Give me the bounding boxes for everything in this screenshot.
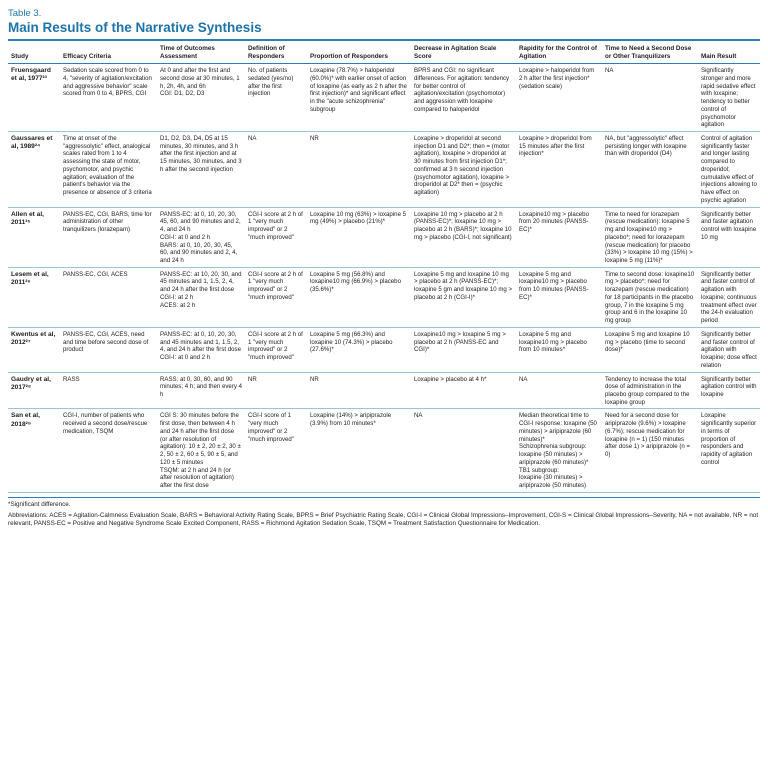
table-body <box>8 64 760 493</box>
responder-definition-cell: CGI-I score at 2 h of 1 "very much improved" or 2 "much improved" <box>245 207 307 267</box>
study-cell: Gaussares et al, 1989²⁴ <box>8 131 60 207</box>
table-label: Table 3. <box>8 8 42 19</box>
second-dose-cell: Need for a second dose for aripiprazole (9.6%) > loxapine (6.7%); rescue medication for loxapine (n = 1) (150 minutes after dose 1) > aripiprazole (n = 0) <box>602 409 698 492</box>
assessment-time-cell: RASS: at 0, 30, 60, and 90 minutes; 4 h; and then every 4 h <box>157 372 245 409</box>
responder-proportion-cell: Loxapine (78.7%) > haloperidol (60.0%)* with earlier onset of action of loxapine (as early as 2 h after the first injection)* and significant effect in the "acute schizophrenia" subgroup <box>307 64 411 132</box>
rapidity-cell: NA <box>516 372 602 409</box>
main-result-cell: Loxapine significantly superior in terms of proportion of responders and rapidity of agitation control <box>698 409 760 492</box>
efficacy-criteria-cell: PANSS-EC, CGI, ACES <box>60 267 157 327</box>
study-cell: Fruensgaard et al, 1977²³ <box>8 64 60 132</box>
efficacy-criteria-cell: PANSS-EC, CGI, ACES, need and time before second dose of product <box>60 327 157 372</box>
table-row <box>8 207 760 267</box>
score-decrease-cell: BPRS and CGI: no significant differences. For agitation: tendency for better control of agitation/excitation (psychomotor) and aggression with loxapine compared to haloperidol <box>411 64 516 132</box>
main-result-cell: Control of agitation significantly faster and longer lasting compared to droperidol; cumulative effect of injections allowing to have effect on psychic agitation <box>698 131 760 207</box>
study-cell: San et al, 2018²⁹ <box>8 409 60 492</box>
responder-proportion-cell: Loxapine (14%) > aripiprazole (3.9%) from 10 minutes* <box>307 409 411 492</box>
col-header-main-result: Main Result <box>698 41 760 64</box>
table-row <box>8 409 760 492</box>
second-dose-cell: Tendency to increase the total dose of administration in the placebo group compared to the loxapine group <box>602 372 698 409</box>
table-title: Main Results of the Narrative Synthesis <box>8 20 262 35</box>
rapidity-cell: Loxapine > haloperidol from 2 h after the first injection* (sedation scale) <box>516 64 602 132</box>
efficacy-criteria-cell: RASS <box>60 372 157 409</box>
responder-proportion-cell: Loxapine 10 mg (63%) > loxapine 5 mg (49%) > placebo (21%)* <box>307 207 411 267</box>
results-table <box>8 41 760 493</box>
col-header-study: Study <box>8 41 60 64</box>
col-header-efficacy: Efficacy Criteria <box>60 41 157 64</box>
assessment-time-cell: PANSS-EC: at 0, 10, 20, 30, and 45 minutes and 1, 1.5, 2, 4, and 24 h after the first dose CGI-I: at 0 and 2 h <box>157 327 245 372</box>
responder-definition-cell: NA <box>245 131 307 207</box>
assessment-time-cell: PANSS-EC: at 10, 20, 30, and 45 minutes and 1, 1.5, 2, 4, and 24 h after the first dose CGI-I: at 2 h ACES: at 2 h <box>157 267 245 327</box>
main-result-cell: Significantly better and faster control of agitation with loxapine; continuous treatment effect over the 24-h evaluation period <box>698 267 760 327</box>
study-cell: Gaudry et al, 2017²⁸ <box>8 372 60 409</box>
assessment-time-cell: PANSS-EC: at 0, 10, 20, 30, 45, 60, and 90 minutes and 2, 4, and 24 h CGI-I: at 0 and 2 h BARS: at 0, 10, 20, 30, 45, 60, and 90 minutes and 2, 4, and 24 h <box>157 207 245 267</box>
table-footnotes <box>8 497 760 529</box>
significance-footnote: *Significant difference. <box>8 500 71 508</box>
rapidity-cell: Loxapine 5 mg and loxapine10 mg > placebo from 10 minutes* <box>516 327 602 372</box>
responder-definition-cell: CGI-I score of 1 "very much improved" or 2 "much improved" <box>245 409 307 492</box>
score-decrease-cell: Loxapine > droperidol at second injection D1 and D2*; then = (motor agitation), loxapine > droperidol at 30 minutes from first injection D1*; confirmed at 3 h second injection (psychomotor agitation), loxapine > droperidol at D2* then = (psychic agitation) <box>411 131 516 207</box>
header-row <box>8 41 760 64</box>
main-result-cell: Significantly better agitation control with loxapine <box>698 372 760 409</box>
efficacy-criteria-cell: PANSS-EC, CGI, BARS, time for administration of other tranquilizers (lorazepam) <box>60 207 157 267</box>
table-row <box>8 327 760 372</box>
second-dose-cell: Time to second dose: loxapine10 mg > placebo*; need for lorazepam (rescue medication) for 18 participants in the placebo group, 7 in the loxapine 5 mg group and 6 in the loxapine 10 mg group <box>602 267 698 327</box>
main-result-cell: Significantly better and faster agitation control with loxapine 10 mg <box>698 207 760 267</box>
score-decrease-cell: Loxapine 5 mg and loxapine 10 mg > placebo at 2 h (PANSS-EC)*; loxapine 5 gm and loxapine 10 mg > placebo at 2 h (CGI-I)* <box>411 267 516 327</box>
responder-proportion-cell: Loxapine 5 mg (66.3%) and loxapine 10 (74.3%) > placebo (27.6%)* <box>307 327 411 372</box>
efficacy-criteria-cell: Sedation scale scored from 0 to 4, "severity of agitation/excitation and aggressive behavior" scale scored from 0 to 4, BPRS, CGI <box>60 64 157 132</box>
responder-definition-cell: NR <box>245 372 307 409</box>
efficacy-criteria-cell: CGI-I, number of patients who received a second dose/rescue medication, TSQM <box>60 409 157 492</box>
main-result-cell: Significantly better and faster control of agitation with loxapine; dose effect relation <box>698 327 760 372</box>
responder-proportion-cell: Loxapine 5 mg (56.8%) and loxapine10 mg (66.9%) > placebo (35.6%)* <box>307 267 411 327</box>
responder-definition-cell: CGI-I score at 2 h of 1 "very much improved" or 2 "much improved" <box>245 267 307 327</box>
col-header-proportion: Proportion of Responders <box>307 41 411 64</box>
responder-definition-cell: CGI-I score at 2 h of 1 "very much improved" or 2 "much improved" <box>245 327 307 372</box>
rapidity-cell: Loxapine > droperidol from 15 minutes after the first injection* <box>516 131 602 207</box>
second-dose-cell: Loxapine 5 mg and loxapine 10 mg > placebo (time to second dose)* <box>602 327 698 372</box>
table-row <box>8 131 760 207</box>
col-header-time: Time of Outcomes Assessment <box>157 41 245 64</box>
rapidity-cell: Loxapine 5 mg and loxapine10 mg > placebo from 10 minutes (PANSS-EC)* <box>516 267 602 327</box>
second-dose-cell: NA <box>602 64 698 132</box>
responder-proportion-cell: NR <box>307 131 411 207</box>
study-cell: Lesem et al, 2011²⁶ <box>8 267 60 327</box>
efficacy-criteria-cell: Time at onset of the "aggressolytic" effect, analogical scales rated from 1 to 4 assessing the state of motor, psychomotor, and psychic agitation; evaluation of the patient's behavior via the presence or absence of 3 criteria <box>60 131 157 207</box>
responder-proportion-cell: NR <box>307 372 411 409</box>
table-row <box>8 64 760 132</box>
score-decrease-cell: Loxapine10 mg > loxapine 5 mg > placebo at 2 h (PANSS-EC and CGI)* <box>411 327 516 372</box>
score-decrease-cell: Loxapine > placebo at 4 h* <box>411 372 516 409</box>
responder-definition-cell: No. of patients sedated (yes/no) after the first injection <box>245 64 307 132</box>
second-dose-cell: Time to need for lorazepam (rescue medication): loxapine 5 mg and loxapine10 mg > placebo*; need for lorazepam (rescue medication) for placebo (33%) > loxapine 10 mg (15%) > loxapine 5 mg (11%)* <box>602 207 698 267</box>
score-decrease-cell: Loxapine 10 mg > placebo at 2 h (PANSS-EC)*; loxapine 10 mg > placebo at 2 h (BARS)*; loxapine 10 mg > placebo (CGI-I, not significant) <box>411 207 516 267</box>
study-cell: Kwentus et al, 2012²⁷ <box>8 327 60 372</box>
table-row <box>8 372 760 409</box>
assessment-time-cell: CGI S: 30 minutes before the first dose, then between 4 h and 24 h after the first dose (or after resolution of agitation): 10 ± 2, 20 ± 2, 30 ± 2, 50 ± 2, 60 ± 5, 90 ± 5, and 120 ± 5 minutes TSQM: at 2 h and 24 h (or after resolution of agitation) after the first dose <box>157 409 245 492</box>
col-header-decrease: Decrease in Agitation Scale Score <box>411 41 516 64</box>
col-header-rapidity: Rapidity for the Control of Agitation <box>516 41 602 64</box>
main-result-cell: Significantly stronger and more rapid sedative effect with loxapine; tendency to better control of psychomotor agitation <box>698 64 760 132</box>
assessment-time-cell: D1, D2, D3, D4, D5 at 15 minutes, 30 minutes, and 3 h after the first injection and at 15 minutes, 30 minutes, and 3 h after the second injection <box>157 131 245 207</box>
study-cell: Allen et al, 2011²⁵ <box>8 207 60 267</box>
rapidity-cell: Median theoretical time to CGI-I response: loxapine (50 minutes) > aripiprazole (60 minutes)* Schizophrenia subgroup: loxapine (50 minutes) > aripiprazole (60 minutes)* TB1 subgroup: loxapine (30 minutes) > aripiprazole (50 minutes) <box>516 409 602 492</box>
rapidity-cell: Loxapine10 mg > placebo from 20 minutes (PANSS-EC)* <box>516 207 602 267</box>
assessment-time-cell: At 0 and after the first and second dose at 30 minutes, 1 h, 2h, 4h, and 6h CGI: D1, D2, D3 <box>157 64 245 132</box>
table-row <box>8 267 760 327</box>
abbreviations-footnote: Abbreviations: ACES = Agitation-Calmness Evaluation Scale, BARS = Behavioral Activity Rating Scale, BPRS = Brief Psychiatric Rating Scale, CGI-I = Clinical Global Impressions–Improvement, CGI-S = Clinical Global Impressions–Severity, NA = not available, NR = not relevant, PANSS-EC = Positive and Negative Syndrome Scale Excited Component, RASS = Richmond Agitation Sedation Scale, TSQM = Treatment Satisfaction Questionnaire for Medication. <box>8 511 759 528</box>
col-header-definition: Definition of Responders <box>245 41 307 64</box>
second-dose-cell: NA, but "aggressolytic" effect persisting longer with loxapine than with droperidol (D4) <box>602 131 698 207</box>
col-header-second-dose: Time to Need a Second Dose or Other Tranquilizers <box>602 41 698 64</box>
score-decrease-cell: NA <box>411 409 516 492</box>
